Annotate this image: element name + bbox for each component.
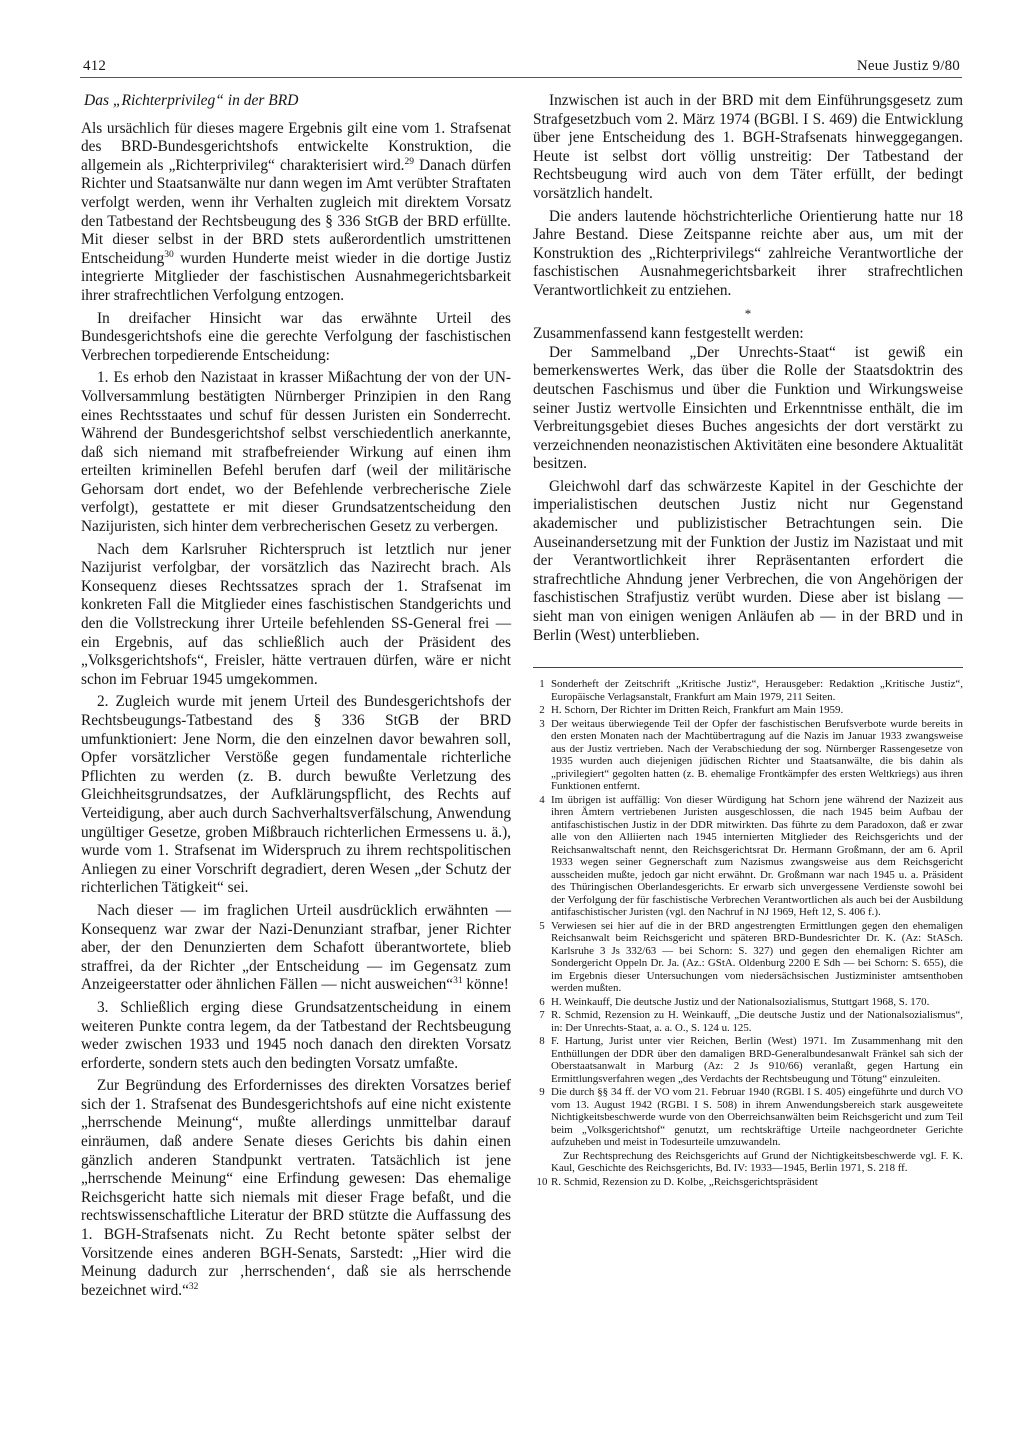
footnote	[533, 794, 963, 919]
paragraph	[81, 1077, 511, 1300]
footnote-ref: 32	[188, 1281, 199, 1292]
left-column	[81, 92, 511, 1300]
footnote-text: H. Weinkauff, Die deutsche Justiz und der Nationalsozialismus, Stuttgart 1968, S. 170.	[551, 995, 930, 1008]
footnote	[533, 678, 963, 703]
footnote	[533, 996, 963, 1009]
footnote-text: Im übrigen ist auffällig: Von dieser Würdigung hat Schorn jene während der Nazizeit aus ihren Ämtern vertriebenen Juristen ausgeschlossen, die nach 1945 beim Aufbau der antifaschistischen Justiz in der DDR mitwirkten. Das führte zu dem Paradoxon, daß er zwar alle von den Alliierten nach 1945 internierten Mitglieder des Reichsgerichts und der Reichsanwaltschaft nennt, den Reichsgerichtsrat Dr. Hermann Großmann, der am 6. April 1933 wegen seiner Gegnerschaft zum Nazismus zwangsweise aus dem Reichsgericht ausscheiden mußte, jedoch gar nicht erwähnt. Dr. Großmann war nach 1945 u. a. Präsident des Thüringischen Oberlandesgerichts. Er erwarb sich unvergessene Verdienste sowohl bei der Verfolgung der für faschistische Verbrechen Verantwortlichen als auch bei der Ausbildung antifaschistischer Juristen (vgl. den Nachruf in NJ 1969, Heft 12, S. 406 f.).	[551, 793, 963, 918]
text-span: Als ursächlich für dieses magere Ergebnis gilt eine vom 1. Strafsenat des BRD-Bundesgerichtshofs entwickelte Konstruktion, die allgemein als „Richterprivileg“ charakterisiert wird.	[81, 119, 511, 174]
paragraph: 2. Zugleich wurde mit jenem Urteil des Bundesgerichtshofs der Rechtsbeugungs-Tatbestand des § 336 StGB der BRD umfunktioniert: Jene Norm, die den einzelnen davor bewahren soll, Opfer vorsätzlicher Verstöße gegen fundamentale richterliche Pflichten zu werden (z. B. durch bewußte Verletzung des Gleichheitsgrundsatzes, der Aufklärungspflicht, des Rechts auf Verteidigung, aber auch durch Sachverhaltsverfälschung, Anwendung ungültiger Gesetze, groben Mißbrauch richterlichen Ermessens u. ä.), wurde vom 1. Strafsenat im Widerspruch zu ihrem rechtspolitischen Anliegen zu einer Vorschrift degradiert, deren Wesen „der Schutz der richterlichen Tätigkeit“ sei.	[81, 693, 511, 897]
footnote-text: Die durch §§ 34 ff. der VO vom 21. Februar 1940 (RGBl. I S. 405) eingeführte und durch VO vom 13. August 1942 (RGBl. I S. 508) in ihrem Anwendungsbereich stark ausgeweitete Nichtigkeitsbeschwerde wurde von den Oberreichsanwälten beim Reichsgericht und zum Teil beim „Volksgerichtshof“ genutzt, um rechtskräftige Urteile nachgeordneter Gerichte aufzuheben und meist in Todesurteile umzuwandeln.	[551, 1086, 963, 1148]
footnote-number: 3	[539, 717, 545, 730]
text-span: wurden Hunderte meist wieder in die dortige Justiz integrierte Mitglieder der faschistischen Ausnahmegerichtsbarkeit ihrer strafrechtlichen Verfolgung entzogen.	[81, 249, 511, 304]
footnote	[533, 704, 963, 717]
footnote-ref: 29	[404, 156, 415, 167]
paragraph: Zusammenfassend kann festgestellt werden:	[533, 325, 804, 343]
footnote-number: 2	[539, 704, 545, 716]
footnote-ref: 30	[164, 249, 174, 260]
journal-title: Neue Justiz 9/80	[856, 58, 960, 74]
paragraph	[81, 902, 511, 995]
paragraph: Gleichwohl darf das schwärzeste Kapitel in der Geschichte der imperialistischen deutschen Justiz nicht nur Gegenstand akademischer und publizistischer Betrachtungen sein. Die Auseinandersetzung mit der Funktion der Justiz im Nazistaat und mit der Verantwortlichkeit ihrer Repräsentanten erfordert die strafrechtliche Ahndung jener Verbrechen, die von Angehörigen der faschistischen Strafjustiz verübt wurden. Diese aber ist bislang — sieht man von einigen wenigen Anläufen ab — in der BRD und in Berlin (West) unterblieben.	[533, 477, 963, 644]
footnote-number: 7	[539, 1009, 545, 1021]
header-rule	[80, 77, 962, 78]
footnote-continuation: Zur Rechtsprechung des Reichsgerichts auf Grund der Nichtigkeitsbeschwerde vgl. F. K. Kaul, Geschichte des Reichsgerichts, Bd. IV: 1933—1945, Berlin 1971, S. 218 ff.	[551, 1149, 963, 1174]
text-span: Zur Begründung des Erfordernisses des direkten Vorsatzes berief sich der 1. Strafsenat des Bundesgerichtshofs auf eine nicht existente „herrschende Meinung“, mußte allerdings unmittelbar darauf einräumen, daß andere Senate dieses Gerichts bis dahin einen gänzlich anderen Standpunkt vertraten. Tatsächlich ist jene „herrschende Meinung“ eine Erfindung gewesen: Das ehemalige Reichsgericht hatte sich niemals mit dieser Frage befaßt, und die rechtswissenschaftliche Literatur der BRD stützte die Auffassung des 1. BGH-Strafsenats nicht. Zu Recht betonte später selbst der Vorsitzende eines anderen BGH-Senats, Sarstedt: „Hier wird die Meinung dadurch zur ‚herrschenden‘, daß sie als herrschende bezeichnet wird.“	[81, 1077, 511, 1299]
footnote-rule	[533, 667, 963, 668]
footnote	[533, 920, 963, 995]
text-span: Nach dieser — im fraglichen Urteil ausdrücklich erwähnten — Konsequenz war zwar der Nazi-Denunziant strafbar, jener Richter aber, der den Denunzierten dem Schafott überantwortete, blieb straffrei, da der Richter „der Entscheidung — im Gegensatz zum Anzeigeerstatter oder ähnlichen Fällen — nicht ausweichen“	[81, 901, 511, 994]
footnote-text: R. Schmid, Rezension zu H. Weinkauff, „Die deutsche Justiz und der Nationalsozialismus“, in: Der Unrechts-Staat, a. a. O., S. 124 u. 125.	[551, 1009, 963, 1034]
section-separator: *	[744, 305, 752, 321]
text-span: könne!	[462, 976, 509, 994]
footnote-text: H. Schorn, Der Richter im Dritten Reich, Frankfurt am Main 1959.	[551, 704, 844, 716]
footnote-number: 9	[539, 1086, 545, 1098]
footnote-number: 5	[539, 919, 545, 932]
footnotes	[533, 678, 963, 1189]
page-number: 412	[83, 58, 107, 74]
footnote	[533, 1176, 963, 1189]
footnote-ref: 31	[453, 976, 463, 987]
footnote	[533, 1009, 963, 1034]
footnote-number: 8	[539, 1035, 545, 1047]
footnote-number: 6	[539, 995, 545, 1008]
paragraph	[81, 120, 511, 306]
footnote-number: 1	[539, 678, 545, 690]
footnote-text: Der weitaus überwiegende Teil der Opfer der faschistischen Berufsverbote wurde bereits in den ersten Monaten nach der Machtübertragung auf die Nazis im Januar 1933 zwangsweise aus der Justiz vertrieben. Nach der Verabschiedung der sog. Nürnberger Rassengesetze von 1935 wurden auch diejenigen jüdischen Richter und Staatsanwälte, die bis dahin als „privilegiert“ gegolten hatten (z. B. ehemalige Frontkämpfer des ersten Weltkriegs) aus ihren Funktionen entfernt.	[551, 717, 963, 792]
footnote-number: 4	[539, 793, 545, 806]
footnote-text: R. Schmid, Rezension zu D. Kolbe, „Reichsgerichtspräsident	[551, 1175, 818, 1188]
right-column	[533, 92, 963, 645]
footnote-text: Verwiesen sei hier auf die in der BRD angestrengten Ermittlungen gegen den ehemaligen Reichsanwalt beim Reichsgericht und späteren BRD-Bundesrichter Dr. K. (Az: StASch. Karlsruhe 3 Js 332/63 — bei Schorn: S. 327) und gegen den ehemaligen Richter am Sondergericht Oppeln Dr. Ja. (Az.: GStA. Oldenburg 2200 E Sdh — bei Schorn: S. 655), die im Ergebnis dieser Untersuchungen vom niedersächsischen Justizminister amtsenthoben werden mußten.	[551, 919, 963, 994]
paragraph: In dreifacher Hinsicht war das erwähnte Urteil des Bundesgerichtshofs eine die gerechte Verfolgung der faschistischen Verbrechen torpedierende Entscheidung:	[81, 309, 511, 364]
footnote-text: F. Hartung, Jurist unter vier Reichen, Berlin (West) 1971. Im Zusammenhang mit den Enthüllungen der DDR über den damaligen BRD-Generalbundesanwalt Fränkel sah sich der Oberstaatsanwalt in Marburg (Az: 2 Js 910/66) veranlaßt, gegen Hartung ein Ermittlungsverfahren wegen „des Verdachts der Rechtsbeugung und Tötung“ einzuleiten.	[551, 1035, 963, 1085]
paragraph: 1. Es erhob den Nazistaat in krasser Mißachtung der von der UN-Vollversammlung bestätigten Nürnberger Prinzipien in den Rang eines Rechtsstaates und schuf für dessen Juristen ein Sonderrecht. Während der Bundesgerichtshof selbst verschiedentlich anerkannte, daß sich niemand mit strafbefreiender Wirkung auf einen ihm erteilten kriminellen Befehl berufen darf (weil der militärische Gehorsam dort endet, wo der Befehlende verbrecherische Ziele verfolgt), gestattete er mit dieser Grundsatzentscheidung den Nazijuristen, sich hinter dem verbrecherischen Gesetz zu verbergen.	[81, 369, 511, 536]
footnote-number: 10	[536, 1175, 548, 1188]
paragraph: Der Sammelband „Der Unrechts-Staat“ ist gewiß ein bemerkenswertes Werk, das über die Rolle der Staatsdoktrin des deutschen Faschismus und über die Funktion und Wirkungsweise seiner Justiz wertvolle Einsichten und Erkenntnisse enthält, die im Verbreitungsgebiet dieses Buches angesichts der dort verstärkt zu verzeichnenden neonazistischen Aktivitäten eine besondere Aktualität besitzen.	[533, 343, 963, 473]
footnote-text: Sonderheft der Zeitschrift „Kritische Justiz“, Herausgeber: Redaktion „Kritische Justiz“, Europäische Verlagsanstalt, Frankfurt am Main 1979, 211 Seiten.	[551, 678, 963, 703]
paragraph: Inzwischen ist auch in der BRD mit dem Einführungsgesetz zum Strafgesetzbuch vom 2. März 1974 (BGBl. I S. 469) die Entwicklung über jene Entscheidung des 1. BGH-Strafsenats hinweggegangen. Heute ist selbst dort völlig unstreitig: Der Tatbestand der Rechtsbeugung wird auch von dem Täter erfüllt, der bedingt vorsätzlich handelt.	[533, 92, 963, 202]
footnote	[533, 1035, 963, 1085]
paragraph: Die anders lautende höchstrichterliche Orientierung hatte nur 18 Jahre Bestand. Diese Zeitspanne reichte aber aus, um mit der Konstruktion des „Richterprivilegs“ zahlreiche Verantwortliche der faschistischen Ausnahmegerichtsbarkeit ihrer strafrechtlichen Verantwortlichkeit zu entziehen.	[533, 207, 963, 299]
paragraph: 3. Schließlich erging diese Grundsatzentscheidung in einem weiteren Punkte contra legem, da der Tatbestand der Rechtsbeugung weder zwischen 1933 und 1945 noch danach den direkten Vorsatz erforderte, sondern stets auch den bedingten Vorsatz umfaßte.	[81, 998, 511, 1072]
paragraph: Nach dem Karlsruher Richterspruch ist letztlich nur jener Nazijurist verfolgbar, der vorsätzlich das Nazirecht brach. Als Konsequenz dieses Rechtssatzes sprach der 1. Strafsenat im konkreten Fall die Mitglieder eines faschistischen Standgerichts und den die Vollstreckung ihrer Urteile befehlenden SS-General frei — ein Ergebnis, auf das schließlich auch der Präsident des „Volksgerichtshofs“, Freisler, hätte vertrauen dürfen, wäre er nicht schon im Februar 1945 umgekommen.	[81, 540, 511, 688]
footnote	[533, 718, 963, 793]
section-title: Das „Richterprivileg“ in der BRD	[84, 92, 299, 109]
text-span: Danach dürfen Richter und Staatsanwälte nur dann wegen im Amt verübter Straftaten verfolgt werden, wenn ihr Verhalten zugleich mit direktem Vorsatz den Tatbestand der Rechtsbeugung des § 336 StGB der BRD erfüllte. Mit dieser selbst in der BRD stets außerordentlich umstrittenen Entscheidung	[81, 156, 511, 267]
footnote	[533, 1086, 963, 1149]
